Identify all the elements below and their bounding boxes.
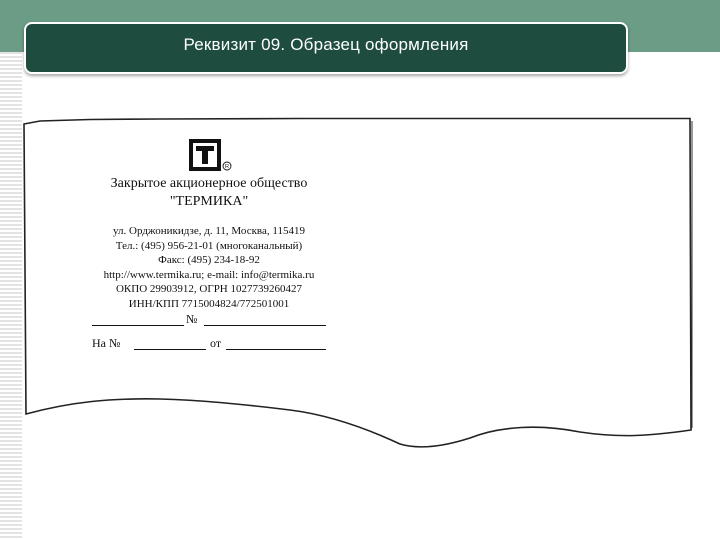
date-blank	[92, 325, 184, 326]
reference-number-blank	[134, 349, 206, 350]
reference-label: На №	[92, 336, 121, 350]
registration-date-number-line	[92, 312, 328, 328]
company-web-email: http://www.termika.ru; e-mail: info@termika.ru	[103, 268, 315, 281]
company-name: "ТЕРМИКА"	[169, 194, 249, 209]
reference-date-blank	[226, 349, 326, 350]
company-phone: Тел.: (495) 956-21-01 (многоканальный)	[115, 239, 303, 252]
company-address: ул. Орджоникидзе, д. 11, Москва, 115419	[113, 225, 305, 237]
number-label: №	[186, 312, 198, 326]
slide-title: Реквизит 09. Образец оформления	[183, 35, 469, 54]
company-type: Закрытое акционерное общество	[110, 176, 308, 191]
number-blank	[204, 325, 326, 326]
company-details	[84, 224, 334, 311]
company-inn-kpp: ИНН/КПП 7715004824/772501001	[128, 297, 290, 310]
reference-line	[92, 336, 332, 352]
company-block	[84, 175, 334, 211]
svg-text:R: R	[225, 164, 229, 170]
company-okpo-ogrn: ОКПО 29903912, ОГРН 1027739260427	[115, 283, 303, 295]
company-fax: Факс: (495) 234-18-92	[158, 254, 260, 266]
termika-logo	[188, 138, 232, 172]
from-label: от	[210, 336, 222, 350]
